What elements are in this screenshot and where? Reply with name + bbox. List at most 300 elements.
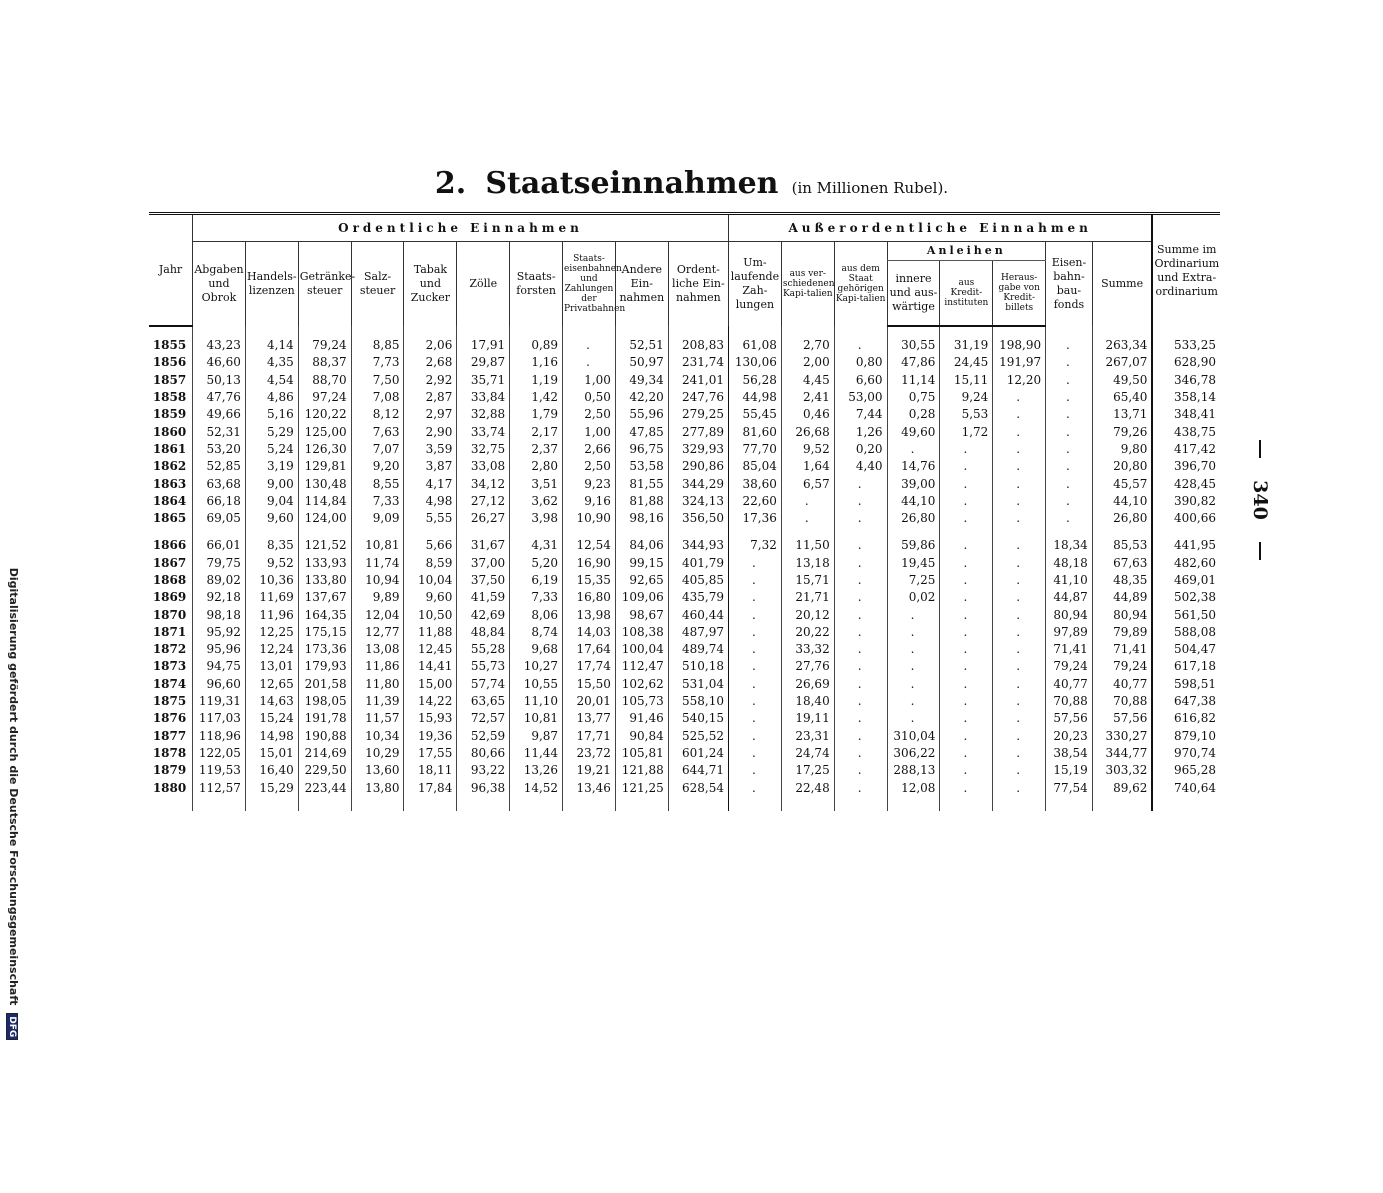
table-cell: . bbox=[728, 762, 781, 779]
table-cell: . bbox=[834, 745, 887, 762]
table-cell: 324,13 bbox=[668, 493, 728, 510]
table-cell: 14,63 bbox=[245, 693, 298, 710]
table-cell: . bbox=[728, 555, 781, 572]
table-cell: 22,48 bbox=[781, 779, 834, 810]
table-cell: 229,50 bbox=[298, 762, 351, 779]
table-cell: . bbox=[781, 493, 834, 510]
table-cell: 10,27 bbox=[510, 658, 563, 675]
table-cell: 38,60 bbox=[728, 475, 781, 492]
table-cell: 558,10 bbox=[668, 693, 728, 710]
table-cell: 489,74 bbox=[668, 641, 728, 658]
year-cell: 1875 bbox=[152, 694, 187, 709]
table-cell: 9,16 bbox=[563, 493, 616, 510]
table-cell: 263,34 bbox=[1092, 326, 1152, 354]
table-cell: 9,80 bbox=[1092, 441, 1152, 458]
table-cell: 12,45 bbox=[404, 641, 457, 658]
table-cell: 0,75 bbox=[887, 389, 940, 406]
table-cell: 84,06 bbox=[615, 527, 668, 554]
table-cell: 2,17 bbox=[510, 423, 563, 440]
table-cell: 81,55 bbox=[615, 475, 668, 492]
year-cell: 1869 bbox=[152, 590, 187, 605]
header-col: Staats-forsten bbox=[510, 242, 563, 327]
table-cell: 33,08 bbox=[457, 458, 510, 475]
table-cell: 112,57 bbox=[193, 779, 246, 810]
header-col: Eisen-bahn-bau-fonds bbox=[1046, 242, 1093, 327]
table-cell: 6,19 bbox=[510, 572, 563, 589]
table-cell: 15,01 bbox=[245, 745, 298, 762]
table-cell: 49,66 bbox=[193, 406, 246, 423]
table-cell: 198,05 bbox=[298, 693, 351, 710]
table-cell: 11,69 bbox=[245, 589, 298, 606]
table-cell: 40,77 bbox=[1046, 676, 1093, 693]
table-cell: . bbox=[1046, 389, 1093, 406]
title-main: Staatseinnahmen bbox=[485, 166, 779, 201]
year-cell: 1879 bbox=[152, 763, 187, 778]
table-cell: 329,93 bbox=[668, 441, 728, 458]
table-cell: 628,90 bbox=[1152, 354, 1220, 371]
table-cell: 9,52 bbox=[245, 555, 298, 572]
table-cell: . bbox=[887, 710, 940, 727]
table-cell: 1,16 bbox=[510, 354, 563, 371]
table-cell: 15,00 bbox=[404, 676, 457, 693]
table-cell: 9,24 bbox=[940, 389, 993, 406]
table-cell: 81,60 bbox=[728, 423, 781, 440]
table-cell: 50,13 bbox=[193, 372, 246, 389]
table-cell: 7,25 bbox=[887, 572, 940, 589]
table-cell: 540,15 bbox=[668, 710, 728, 727]
table-cell: 12,25 bbox=[245, 624, 298, 641]
table-cell: 9,04 bbox=[245, 493, 298, 510]
table-cell: 358,14 bbox=[1152, 389, 1220, 406]
table-cell: . bbox=[887, 624, 940, 641]
table-cell: 0,46 bbox=[781, 406, 834, 423]
table-cell: 10,34 bbox=[351, 728, 404, 745]
table-cell: 438,75 bbox=[1152, 423, 1220, 440]
table-cell: 9,20 bbox=[351, 458, 404, 475]
table-cell: 93,22 bbox=[457, 762, 510, 779]
table-cell: 11,57 bbox=[351, 710, 404, 727]
table-cell: 12,54 bbox=[563, 527, 616, 554]
table-cell: 20,01 bbox=[563, 693, 616, 710]
table-cell: 47,76 bbox=[193, 389, 246, 406]
table-cell: . bbox=[1046, 372, 1093, 389]
table-cell: . bbox=[728, 745, 781, 762]
table-row bbox=[149, 493, 1220, 510]
funding-note-text: Digitalisierung gefördert durch die Deutsche Forschungsgemeinschaft bbox=[7, 567, 20, 1006]
header-col: Ordent-liche Ein-nahmen bbox=[668, 242, 728, 327]
table-cell: 15,93 bbox=[404, 710, 457, 727]
table-cell: . bbox=[1046, 423, 1093, 440]
table-cell: 65,40 bbox=[1092, 389, 1152, 406]
table-cell: 4,17 bbox=[404, 475, 457, 492]
table-cell: 17,55 bbox=[404, 745, 457, 762]
table-cell: . bbox=[940, 572, 993, 589]
year-cell: 1873 bbox=[152, 659, 187, 674]
table-cell: 3,62 bbox=[510, 493, 563, 510]
table-cell: . bbox=[887, 641, 940, 658]
table-cell: 190,88 bbox=[298, 728, 351, 745]
table-cell: 9,68 bbox=[510, 641, 563, 658]
table-cell: . bbox=[993, 728, 1046, 745]
table-cell: . bbox=[940, 589, 993, 606]
header-col: Staats-eisenbahnen und Zahlungen der Privatbahnen bbox=[563, 242, 616, 327]
table-cell: 173,36 bbox=[298, 641, 351, 658]
table-cell: 16,80 bbox=[563, 589, 616, 606]
table-cell: . bbox=[993, 745, 1046, 762]
table-cell: 510,18 bbox=[668, 658, 728, 675]
table-cell: 85,53 bbox=[1092, 527, 1152, 554]
table-cell: 12,04 bbox=[351, 606, 404, 623]
table-cell: . bbox=[993, 779, 1046, 810]
table-cell: 12,77 bbox=[351, 624, 404, 641]
table-cell: 10,55 bbox=[510, 676, 563, 693]
table-cell: . bbox=[834, 728, 887, 745]
table-cell: 44,10 bbox=[1092, 493, 1152, 510]
table-cell: 10,50 bbox=[404, 606, 457, 623]
table-cell: 344,77 bbox=[1092, 745, 1152, 762]
table-cell: 175,15 bbox=[298, 624, 351, 641]
dfg-logo: DFG bbox=[6, 1013, 18, 1040]
table-cell: 290,86 bbox=[668, 458, 728, 475]
table-cell: 13,80 bbox=[351, 779, 404, 810]
page-number-dash-top bbox=[1259, 440, 1261, 458]
table-cell: 2,92 bbox=[404, 372, 457, 389]
table-cell: 24,45 bbox=[940, 354, 993, 371]
table-cell: 0,20 bbox=[834, 441, 887, 458]
table-cell: 417,42 bbox=[1152, 441, 1220, 458]
table-cell: 2,68 bbox=[404, 354, 457, 371]
table-cell: 21,71 bbox=[781, 589, 834, 606]
table-cell: 401,79 bbox=[668, 555, 728, 572]
table-cell: . bbox=[728, 606, 781, 623]
year-cell: 1863 bbox=[152, 476, 187, 491]
table-cell: 13,01 bbox=[245, 658, 298, 675]
table-cell: 79,26 bbox=[1092, 423, 1152, 440]
table-cell: 198,90 bbox=[993, 326, 1046, 354]
table-cell: 8,55 bbox=[351, 475, 404, 492]
table-cell: 12,65 bbox=[245, 676, 298, 693]
page-title bbox=[0, 166, 1383, 201]
table-cell: 44,10 bbox=[887, 493, 940, 510]
header-col: Summe bbox=[1092, 242, 1152, 327]
table-cell: 11,10 bbox=[510, 693, 563, 710]
table-cell: 88,37 bbox=[298, 354, 351, 371]
table-cell: 344,29 bbox=[668, 475, 728, 492]
table-cell: . bbox=[834, 589, 887, 606]
table-cell: 15,24 bbox=[245, 710, 298, 727]
table-cell: 80,66 bbox=[457, 745, 510, 762]
table-cell: 24,74 bbox=[781, 745, 834, 762]
table-row bbox=[149, 745, 1220, 762]
header-col: innere und aus-wärtige bbox=[887, 261, 940, 327]
table-cell: 15,35 bbox=[563, 572, 616, 589]
table-cell: 1,79 bbox=[510, 406, 563, 423]
table-row bbox=[149, 458, 1220, 475]
title-number: 2. bbox=[434, 166, 467, 201]
table-cell: 4,54 bbox=[245, 372, 298, 389]
table-cell: 53,20 bbox=[193, 441, 246, 458]
table-cell: 10,36 bbox=[245, 572, 298, 589]
table-cell: 1,64 bbox=[781, 458, 834, 475]
table-cell: 10,04 bbox=[404, 572, 457, 589]
table-cell: . bbox=[1046, 475, 1093, 492]
table-cell: 19,21 bbox=[563, 762, 616, 779]
table-cell: 310,04 bbox=[887, 728, 940, 745]
table-cell: 48,18 bbox=[1046, 555, 1093, 572]
table-cell: . bbox=[728, 624, 781, 641]
table-cell: . bbox=[834, 710, 887, 727]
table-cell: 525,52 bbox=[668, 728, 728, 745]
table-cell: 41,59 bbox=[457, 589, 510, 606]
table-cell: 7,63 bbox=[351, 423, 404, 440]
table-row bbox=[149, 728, 1220, 745]
table-cell: 879,10 bbox=[1152, 728, 1220, 745]
table-cell: . bbox=[728, 779, 781, 810]
table-cell: . bbox=[940, 762, 993, 779]
year-cell: 1870 bbox=[152, 607, 187, 622]
table-cell: 95,92 bbox=[193, 624, 246, 641]
table-cell: 20,22 bbox=[781, 624, 834, 641]
table-cell: 52,59 bbox=[457, 728, 510, 745]
table-cell: . bbox=[834, 326, 887, 354]
table-cell: 1,00 bbox=[563, 423, 616, 440]
year-cell: 1862 bbox=[152, 459, 187, 474]
table-cell: 8,74 bbox=[510, 624, 563, 641]
table-cell: 77,54 bbox=[1046, 779, 1093, 810]
table-cell: 72,57 bbox=[457, 710, 510, 727]
table-cell: 13,18 bbox=[781, 555, 834, 572]
table-cell: 7,44 bbox=[834, 406, 887, 423]
table-cell: 303,32 bbox=[1092, 762, 1152, 779]
table-cell: 11,44 bbox=[510, 745, 563, 762]
table-cell: 37,00 bbox=[457, 555, 510, 572]
table-cell: 71,41 bbox=[1092, 641, 1152, 658]
table-cell: 2,50 bbox=[563, 406, 616, 423]
table-row bbox=[149, 641, 1220, 658]
table-cell: 288,13 bbox=[887, 762, 940, 779]
table-cell: 8,12 bbox=[351, 406, 404, 423]
table-cell: 63,65 bbox=[457, 693, 510, 710]
table-cell: 17,36 bbox=[728, 510, 781, 527]
table-cell: . bbox=[993, 762, 1046, 779]
table-cell: . bbox=[993, 475, 1046, 492]
table-cell: 94,75 bbox=[193, 658, 246, 675]
table-cell: 17,91 bbox=[457, 326, 510, 354]
table-row bbox=[149, 676, 1220, 693]
table-cell: 98,18 bbox=[193, 606, 246, 623]
table-cell: 348,41 bbox=[1152, 406, 1220, 423]
table-cell: 61,08 bbox=[728, 326, 781, 354]
table-cell: 0,50 bbox=[563, 389, 616, 406]
year-cell: 1880 bbox=[152, 780, 187, 795]
table-cell: 10,90 bbox=[563, 510, 616, 527]
table-cell: 27,12 bbox=[457, 493, 510, 510]
table-cell: . bbox=[834, 779, 887, 810]
table-cell: 14,41 bbox=[404, 658, 457, 675]
table-cell: 482,60 bbox=[1152, 555, 1220, 572]
table-cell: 17,25 bbox=[781, 762, 834, 779]
table-cell: 9,00 bbox=[245, 475, 298, 492]
table-cell: 19,45 bbox=[887, 555, 940, 572]
header-col: Getränke-steuer bbox=[298, 242, 351, 327]
table-cell: . bbox=[993, 572, 1046, 589]
table-cell: 12,08 bbox=[887, 779, 940, 810]
table-cell: 201,58 bbox=[298, 676, 351, 693]
table-cell: 47,86 bbox=[887, 354, 940, 371]
table-cell: . bbox=[728, 641, 781, 658]
table-cell: . bbox=[728, 589, 781, 606]
header-col: Heraus-gabe von Kredit-billets bbox=[993, 261, 1046, 327]
table-cell: 122,05 bbox=[193, 745, 246, 762]
table-cell: 601,24 bbox=[668, 745, 728, 762]
table-cell: 120,22 bbox=[298, 406, 351, 423]
year-cell: 1864 bbox=[152, 493, 187, 508]
table-cell: . bbox=[728, 728, 781, 745]
table-cell: 59,86 bbox=[887, 527, 940, 554]
table-cell: 4,35 bbox=[245, 354, 298, 371]
table-cell: 130,48 bbox=[298, 475, 351, 492]
table-cell: 23,31 bbox=[781, 728, 834, 745]
table-cell: 9,09 bbox=[351, 510, 404, 527]
table-cell: 67,63 bbox=[1092, 555, 1152, 572]
table-cell: 79,24 bbox=[1046, 658, 1093, 675]
table-cell: 14,98 bbox=[245, 728, 298, 745]
table-cell: 18,11 bbox=[404, 762, 457, 779]
table-cell: . bbox=[1046, 510, 1093, 527]
table-cell: 44,89 bbox=[1092, 589, 1152, 606]
table-row bbox=[149, 406, 1220, 423]
year-cell: 1867 bbox=[152, 555, 187, 570]
table-cell: 11,50 bbox=[781, 527, 834, 554]
table-cell: 4,31 bbox=[510, 527, 563, 554]
table-cell: 10,94 bbox=[351, 572, 404, 589]
table-cell: 98,67 bbox=[615, 606, 668, 623]
table-cell: 598,51 bbox=[1152, 676, 1220, 693]
table-cell: 20,12 bbox=[781, 606, 834, 623]
table-cell: 91,46 bbox=[615, 710, 668, 727]
table-cell: 7,33 bbox=[510, 589, 563, 606]
table-cell: 7,33 bbox=[351, 493, 404, 510]
table-row bbox=[149, 658, 1220, 675]
table-cell: 22,60 bbox=[728, 493, 781, 510]
table-cell: 441,95 bbox=[1152, 527, 1220, 554]
table-cell: 56,28 bbox=[728, 372, 781, 389]
table-cell: . bbox=[993, 527, 1046, 554]
table-cell: 15,19 bbox=[1046, 762, 1093, 779]
year-cell: 1856 bbox=[152, 355, 187, 370]
year-cell: 1877 bbox=[152, 728, 187, 743]
table-cell: . bbox=[728, 710, 781, 727]
table-cell: 31,67 bbox=[457, 527, 510, 554]
table-cell: 279,25 bbox=[668, 406, 728, 423]
year-cell: 1858 bbox=[152, 390, 187, 405]
table-cell: 126,30 bbox=[298, 441, 351, 458]
table-row bbox=[149, 572, 1220, 589]
table-cell: 2,80 bbox=[510, 458, 563, 475]
table-cell: 344,93 bbox=[668, 527, 728, 554]
table-cell: 6,60 bbox=[834, 372, 887, 389]
table-cell: 53,00 bbox=[834, 389, 887, 406]
table-cell: 0,80 bbox=[834, 354, 887, 371]
table-cell: 1,72 bbox=[940, 423, 993, 440]
year-cell: 1874 bbox=[152, 676, 187, 691]
table-cell: 16,90 bbox=[563, 555, 616, 572]
table-cell: 330,27 bbox=[1092, 728, 1152, 745]
table-cell: 3,19 bbox=[245, 458, 298, 475]
table-cell: . bbox=[728, 572, 781, 589]
table-cell: 108,38 bbox=[615, 624, 668, 641]
table-cell: 89,62 bbox=[1092, 779, 1152, 810]
table-cell: 10,81 bbox=[510, 710, 563, 727]
table-cell: 79,24 bbox=[298, 326, 351, 354]
year-cell: 1860 bbox=[152, 424, 187, 439]
table-cell: 2,87 bbox=[404, 389, 457, 406]
table-cell: . bbox=[993, 606, 1046, 623]
table-cell: . bbox=[834, 693, 887, 710]
table-cell: . bbox=[993, 641, 1046, 658]
table-cell: . bbox=[1046, 406, 1093, 423]
table-cell: 14,52 bbox=[510, 779, 563, 810]
table-cell: . bbox=[781, 510, 834, 527]
table-cell: 70,88 bbox=[1092, 693, 1152, 710]
table-cell: 628,54 bbox=[668, 779, 728, 810]
table-cell: 5,16 bbox=[245, 406, 298, 423]
table-row bbox=[149, 779, 1220, 810]
table-cell: . bbox=[993, 693, 1046, 710]
table-cell: 241,01 bbox=[668, 372, 728, 389]
funding-note bbox=[2, 415, 20, 1193]
year-cell: 1876 bbox=[152, 711, 187, 726]
table-cell: 17,74 bbox=[563, 658, 616, 675]
table-cell: . bbox=[834, 641, 887, 658]
table-cell: 96,38 bbox=[457, 779, 510, 810]
table-cell: 66,18 bbox=[193, 493, 246, 510]
table-row bbox=[149, 624, 1220, 641]
table-cell: 487,97 bbox=[668, 624, 728, 641]
table-cell: 15,11 bbox=[940, 372, 993, 389]
table-cell: . bbox=[940, 527, 993, 554]
table-cell: 3,87 bbox=[404, 458, 457, 475]
table-cell: 32,75 bbox=[457, 441, 510, 458]
table-cell: . bbox=[993, 389, 1046, 406]
table-cell: . bbox=[940, 728, 993, 745]
table-cell: 96,60 bbox=[193, 676, 246, 693]
table-cell: 23,72 bbox=[563, 745, 616, 762]
table-cell: 105,73 bbox=[615, 693, 668, 710]
table-cell: 32,88 bbox=[457, 406, 510, 423]
table-cell: 11,14 bbox=[887, 372, 940, 389]
table-cell: . bbox=[1046, 441, 1093, 458]
table-cell: 214,69 bbox=[298, 745, 351, 762]
table-cell: 740,64 bbox=[1152, 779, 1220, 810]
table-cell: 77,70 bbox=[728, 441, 781, 458]
table-cell: 46,60 bbox=[193, 354, 246, 371]
table-cell: 40,77 bbox=[1092, 676, 1152, 693]
table-cell: 2,06 bbox=[404, 326, 457, 354]
table-cell: 6,57 bbox=[781, 475, 834, 492]
table-cell: . bbox=[993, 710, 1046, 727]
table-row bbox=[149, 762, 1220, 779]
table-cell: . bbox=[834, 493, 887, 510]
table-cell: 10,29 bbox=[351, 745, 404, 762]
table-cell: 223,44 bbox=[298, 779, 351, 810]
table-cell: 105,81 bbox=[615, 745, 668, 762]
table-cell: . bbox=[940, 745, 993, 762]
table-cell: 49,34 bbox=[615, 372, 668, 389]
table-cell: 57,56 bbox=[1046, 710, 1093, 727]
table-cell: 4,40 bbox=[834, 458, 887, 475]
table-cell: 5,53 bbox=[940, 406, 993, 423]
